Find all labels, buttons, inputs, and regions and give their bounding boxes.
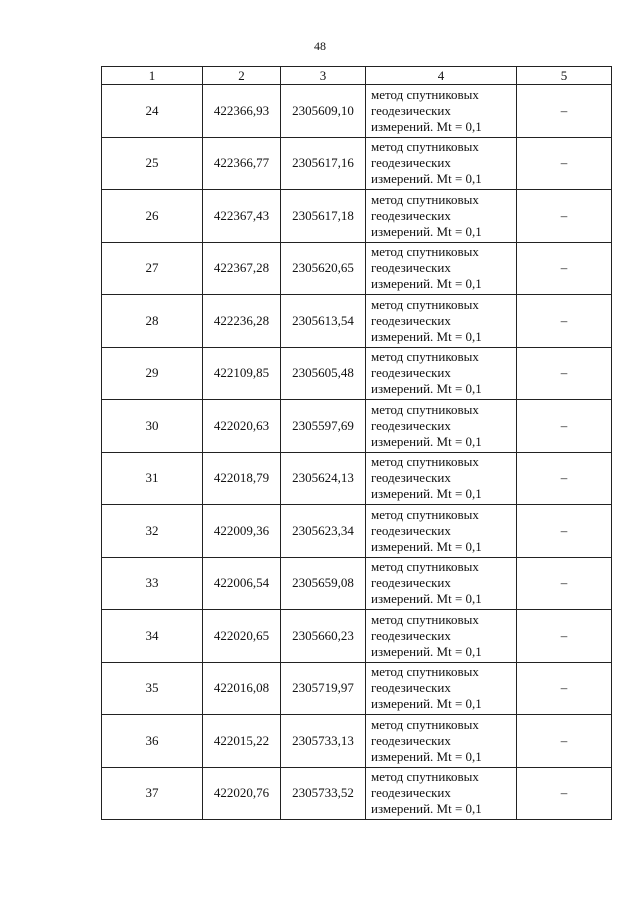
page-number: 48 [314, 39, 326, 53]
x-coordinate-cell: 422015,22 [203, 715, 281, 768]
note-cell: – [517, 295, 612, 348]
method-line: измерений. Mt = 0,1 [371, 696, 482, 712]
x-coordinate-cell: 422009,36 [203, 505, 281, 558]
method-cell [366, 295, 517, 348]
table-row [102, 505, 612, 558]
point-number-cell: 27 [102, 242, 203, 295]
method-line: метод спутниковых [371, 506, 479, 522]
x-coordinate-cell: 422018,79 [203, 452, 281, 505]
method-line: геодезических [371, 417, 451, 433]
method-line: измерений. Mt = 0,1 [371, 486, 482, 502]
y-coordinate-cell: 2305660,23 [281, 610, 366, 663]
column-header-4: 4 [366, 67, 517, 85]
method-cell [366, 505, 517, 558]
table-row [102, 190, 612, 243]
x-coordinate-cell: 422367,28 [203, 242, 281, 295]
y-coordinate-cell: 2305597,69 [281, 400, 366, 453]
table-body [102, 85, 612, 820]
x-coordinate-cell: 422020,63 [203, 400, 281, 453]
column-header-3: 3 [281, 67, 366, 85]
column-header-1: 1 [102, 67, 203, 85]
y-coordinate-cell: 2305617,18 [281, 190, 366, 243]
method-cell [366, 190, 517, 243]
method-cell [366, 400, 517, 453]
method-line: метод спутниковых [371, 664, 479, 680]
method-line: геодезических [371, 732, 451, 748]
coordinates-table [101, 66, 612, 820]
method-line: метод спутниковых [371, 716, 479, 732]
x-coordinate-cell: 422006,54 [203, 557, 281, 610]
method-cell [366, 242, 517, 295]
method-line: геодезических [371, 260, 451, 276]
point-number-cell: 26 [102, 190, 203, 243]
point-number-cell: 33 [102, 557, 203, 610]
method-line: измерений. Mt = 0,1 [371, 328, 482, 344]
note-cell: – [517, 715, 612, 768]
method-cell [366, 715, 517, 768]
note-cell: – [517, 452, 612, 505]
method-line: метод спутниковых [371, 454, 479, 470]
method-line: измерений. Mt = 0,1 [371, 433, 482, 449]
method-line: геодезических [371, 680, 451, 696]
method-line: измерений. Mt = 0,1 [371, 276, 482, 292]
table-row [102, 137, 612, 190]
method-line: измерений. Mt = 0,1 [371, 223, 482, 239]
table-row [102, 347, 612, 400]
method-cell [366, 452, 517, 505]
y-coordinate-cell: 2305733,52 [281, 767, 366, 820]
method-line: геодезических [371, 627, 451, 643]
note-cell: – [517, 557, 612, 610]
point-number-cell: 24 [102, 85, 203, 138]
y-coordinate-cell: 2305613,54 [281, 295, 366, 348]
method-line: геодезических [371, 575, 451, 591]
table-row [102, 452, 612, 505]
method-line: геодезических [371, 312, 451, 328]
method-line: геодезических [371, 155, 451, 171]
method-line: геодезических [371, 102, 451, 118]
table-row [102, 610, 612, 663]
point-number-cell: 28 [102, 295, 203, 348]
table-row [102, 662, 612, 715]
method-cell [366, 137, 517, 190]
y-coordinate-cell: 2305620,65 [281, 242, 366, 295]
method-cell [366, 347, 517, 400]
table-row [102, 295, 612, 348]
y-coordinate-cell: 2305624,13 [281, 452, 366, 505]
table-header-row [102, 67, 612, 85]
column-header-5: 5 [517, 67, 612, 85]
y-coordinate-cell: 2305605,48 [281, 347, 366, 400]
method-line: измерений. Mt = 0,1 [371, 381, 482, 397]
method-line: измерений. Mt = 0,1 [371, 171, 482, 187]
y-coordinate-cell: 2305609,10 [281, 85, 366, 138]
x-coordinate-cell: 422236,28 [203, 295, 281, 348]
note-cell: – [517, 400, 612, 453]
method-cell [366, 85, 517, 138]
point-number-cell: 32 [102, 505, 203, 558]
point-number-cell: 35 [102, 662, 203, 715]
method-cell [366, 557, 517, 610]
x-coordinate-cell: 422020,65 [203, 610, 281, 663]
method-line: метод спутниковых [371, 401, 479, 417]
method-line: геодезических [371, 207, 451, 223]
note-cell: – [517, 610, 612, 663]
point-number-cell: 37 [102, 767, 203, 820]
note-cell: – [517, 137, 612, 190]
note-cell: – [517, 85, 612, 138]
note-cell: – [517, 242, 612, 295]
y-coordinate-cell: 2305659,08 [281, 557, 366, 610]
method-line: геодезических [371, 785, 451, 801]
method-line: метод спутниковых [371, 86, 479, 102]
table-row [102, 557, 612, 610]
note-cell: – [517, 662, 612, 715]
method-line: метод спутниковых [371, 139, 479, 155]
point-number-cell: 31 [102, 452, 203, 505]
x-coordinate-cell: 422367,43 [203, 190, 281, 243]
table-row [102, 85, 612, 138]
method-cell [366, 610, 517, 663]
method-line: измерений. Mt = 0,1 [371, 118, 482, 134]
y-coordinate-cell: 2305617,16 [281, 137, 366, 190]
point-number-cell: 25 [102, 137, 203, 190]
method-line: геодезических [371, 365, 451, 381]
method-line: метод спутниковых [371, 244, 479, 260]
method-line: метод спутниковых [371, 769, 479, 785]
method-cell [366, 662, 517, 715]
method-line: измерений. Mt = 0,1 [371, 801, 482, 817]
x-coordinate-cell: 422109,85 [203, 347, 281, 400]
table-row [102, 242, 612, 295]
y-coordinate-cell: 2305719,97 [281, 662, 366, 715]
method-line: геодезических [371, 470, 451, 486]
note-cell: – [517, 190, 612, 243]
method-line: метод спутниковых [371, 611, 479, 627]
method-line: метод спутниковых [371, 191, 479, 207]
method-line: метод спутниковых [371, 296, 479, 312]
table-row [102, 400, 612, 453]
point-number-cell: 29 [102, 347, 203, 400]
note-cell: – [517, 767, 612, 820]
x-coordinate-cell: 422366,77 [203, 137, 281, 190]
column-header-2: 2 [203, 67, 281, 85]
x-coordinate-cell: 422366,93 [203, 85, 281, 138]
method-line: измерений. Mt = 0,1 [371, 538, 482, 554]
point-number-cell: 30 [102, 400, 203, 453]
method-line: измерений. Mt = 0,1 [371, 748, 482, 764]
method-line: измерений. Mt = 0,1 [371, 591, 482, 607]
y-coordinate-cell: 2305733,13 [281, 715, 366, 768]
method-line: метод спутниковых [371, 559, 479, 575]
method-line: геодезических [371, 522, 451, 538]
table-row [102, 715, 612, 768]
note-cell: – [517, 505, 612, 558]
y-coordinate-cell: 2305623,34 [281, 505, 366, 558]
point-number-cell: 34 [102, 610, 203, 663]
method-line: метод спутниковых [371, 349, 479, 365]
x-coordinate-cell: 422016,08 [203, 662, 281, 715]
table-row [102, 767, 612, 820]
note-cell: – [517, 347, 612, 400]
method-line: измерений. Mt = 0,1 [371, 643, 482, 659]
method-cell [366, 767, 517, 820]
point-number-cell: 36 [102, 715, 203, 768]
x-coordinate-cell: 422020,76 [203, 767, 281, 820]
